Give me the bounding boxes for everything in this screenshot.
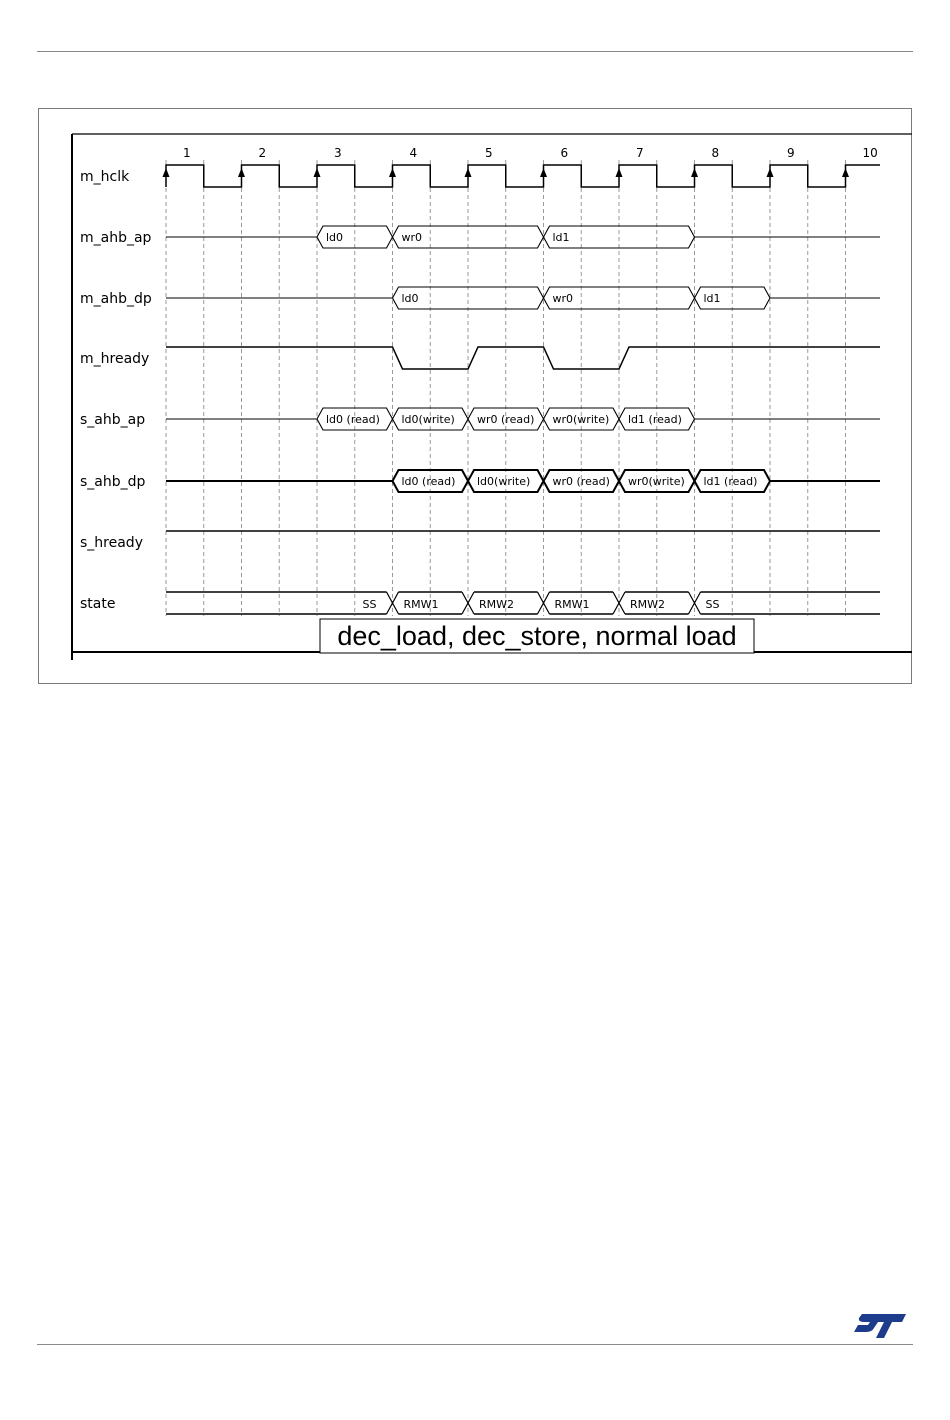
state-transition: [462, 592, 468, 614]
bus-segment-label: wr0: [552, 292, 574, 305]
state-transition: [393, 592, 399, 614]
state-transition: [695, 592, 701, 614]
signal-label: s_ahb_dp: [80, 474, 146, 490]
state-label: RMW2: [630, 598, 666, 611]
rising-edge-arrow: [238, 168, 245, 177]
bus-segment-label: ld1: [703, 292, 721, 305]
bus-segment-label: ld0: [326, 231, 344, 244]
st-logo-icon: [852, 1312, 908, 1340]
signal-m_hclk: [80, 165, 880, 187]
signal-s_hready: [80, 531, 880, 551]
bus-segment-label: ld0 (read): [401, 475, 456, 488]
state-transition: [619, 592, 625, 614]
state-transition: [468, 592, 474, 614]
rising-edge-arrow: [389, 168, 396, 177]
signal-waveforms: [80, 165, 880, 614]
rising-edge-arrow: [465, 168, 472, 177]
cycle-label: 10: [862, 146, 878, 160]
cycle-label: 2: [258, 146, 267, 160]
caption-box: [320, 619, 754, 653]
signal-s_ahb_dp: [80, 470, 880, 492]
signal-s_ahb_ap: [80, 408, 880, 430]
bus-segment-label: wr0 (read): [552, 475, 610, 488]
bus-segment-label: ld0: [401, 292, 419, 305]
signal-label: s_ahb_ap: [80, 412, 146, 428]
cycle-label: 6: [560, 146, 569, 160]
bus-segment-label: wr0(write): [552, 413, 610, 426]
rising-edge-arrow: [842, 168, 849, 177]
bus-segment-label: ld1: [552, 231, 570, 244]
axis-layer: [72, 134, 912, 660]
grid-layer: [166, 160, 846, 616]
bus-segment-label: wr0: [401, 231, 423, 244]
signal-label: m_ahb_dp: [80, 291, 152, 307]
rising-edge-arrow: [163, 168, 170, 177]
bus-segment-label: ld1 (read): [703, 475, 758, 488]
state-transition: [689, 592, 695, 614]
cycle-label: 4: [409, 146, 418, 160]
cycle-label: 8: [711, 146, 720, 160]
state-label: RMW1: [403, 598, 439, 611]
state-label: SS: [362, 598, 377, 611]
bus-segment-label: ld0 (read): [326, 413, 380, 426]
rising-edge-arrow: [767, 168, 774, 177]
signal-state: [80, 592, 880, 614]
cycle-label: 1: [183, 146, 191, 160]
state-transition: [538, 592, 544, 614]
rising-edge-arrow: [691, 168, 698, 177]
signal-label: m_ahb_ap: [80, 230, 152, 246]
rising-edge-arrow: [314, 168, 321, 177]
state-transition: [387, 592, 393, 614]
signal-label: s_hready: [80, 535, 143, 551]
bus-segment-label: wr0(write): [628, 475, 685, 488]
cycle-labels: [183, 146, 878, 160]
cycle-label: 3: [334, 146, 342, 160]
bus-segment-label: ld1 (read): [628, 413, 682, 426]
signal-label: state: [80, 596, 116, 612]
rising-edge-arrow: [616, 168, 623, 177]
level-waveform: [166, 347, 880, 369]
signal-m_ahb_dp: [80, 287, 880, 309]
state-label: SS: [705, 598, 720, 611]
cycle-label: 9: [787, 146, 795, 160]
state-transition: [544, 592, 550, 614]
signal-m_ahb_ap: [80, 226, 880, 248]
bus-segment-label: ld0(write): [401, 413, 455, 426]
cycle-label: 5: [485, 146, 493, 160]
signal-label: m_hclk: [80, 169, 130, 185]
state-label: RMW2: [479, 598, 515, 611]
state-label: RMW1: [554, 598, 590, 611]
cycle-label: 7: [636, 146, 644, 160]
bus-segment-label: wr0 (read): [477, 413, 535, 426]
caption-text: dec_load, dec_store, normal load: [337, 621, 737, 651]
bus-segment-label: ld0(write): [477, 475, 531, 488]
state-transition: [613, 592, 619, 614]
signal-label: m_hready: [80, 351, 150, 367]
rising-edge-arrow: [540, 168, 547, 177]
signal-m_hready: [80, 347, 880, 369]
